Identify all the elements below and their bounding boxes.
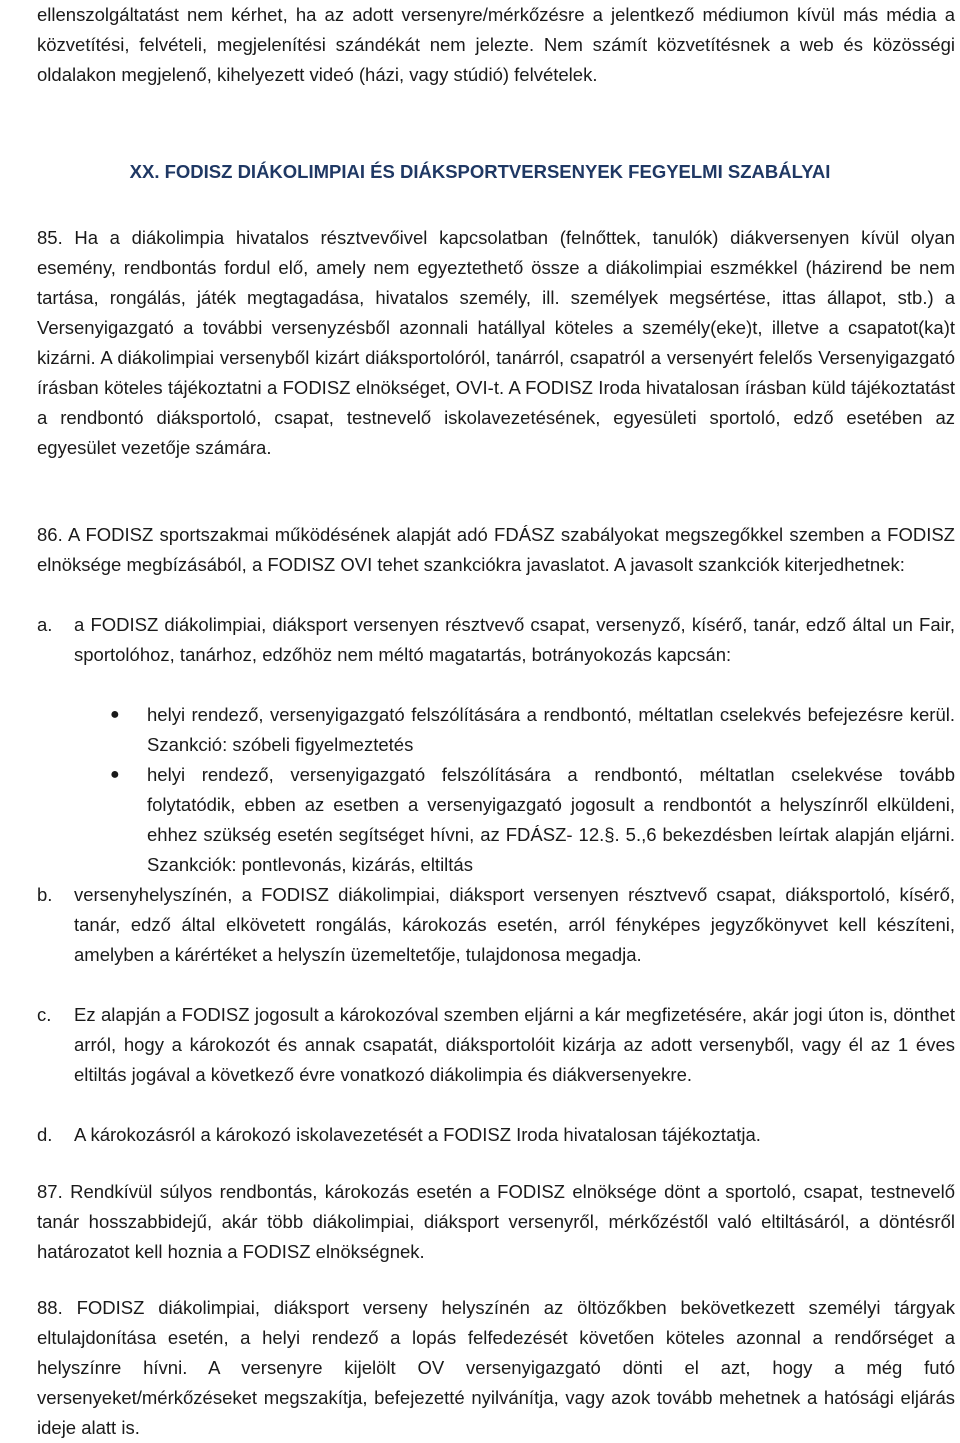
item-letter: a.	[37, 614, 53, 635]
paragraph-85	[37, 223, 955, 463]
item-text: Ez alapján a FODISZ jogosult a károkozóval szemben eljárni a kár megfizetésére, akár jogi úton is, dönthet arról, hogy a károkozót és annak csapatát, diáksportolóit kizárja az adott versenyből, vagy él az 1 éves eltiltás jogával a következő évre vonatkozó diákolimpia és diákversenyekre.	[74, 1004, 955, 1085]
paragraph-87	[37, 1177, 955, 1267]
item-text: A károkozásról a károkozó iskolavezetését a FODISZ Iroda hivatalosan tájékoztatja.	[74, 1124, 761, 1145]
list-item-a	[37, 610, 955, 670]
paragraph-number: 87.	[37, 1181, 63, 1202]
item-letter: b.	[37, 884, 53, 905]
intro-paragraph	[37, 0, 955, 90]
item-text: a FODISZ diákolimpiai, diáksport versenyen résztvevő csapat, versenyző, kísérő, tanár, edző által un Fair, sportolóhoz, tanárhoz, edzőhöz nem méltó magatartás, botrányokozás kapcsán:	[74, 614, 955, 665]
bullet-item	[110, 700, 955, 760]
paragraph-text: FODISZ diákolimpiai, diáksport verseny helyszínén az öltözőkben bekövetkezett személyi tárgyak eltulajdonítása esetén, a helyi rendező a lopás felfedezését követően köteles azonnal a rendőrséget a helyszínre hívni. A versenyre kijelölt OV versenyigazgató dönti el azt, hogy a még futó versenyeket/mérkőzéseket megszakítja, befejezetté nyilvánítja, vagy azok tovább mehetnek a hatósági eljárás ideje alatt is.	[37, 1297, 955, 1438]
bullet-text: helyi rendező, versenyigazgató felszólítására a rendbontó, méltatlan cselekvés befejezésre kerül. Szankció: szóbeli figyelmeztetés	[147, 704, 955, 755]
paragraph-number: 85.	[37, 227, 63, 248]
list-item-d	[37, 1120, 955, 1150]
paragraph-text: Ha a diákolimpia hivatalos résztvevőivel kapcsolatban (felnőttek, tanulók) diákversenyen kívül olyan esemény, rendbontás fordul elő, amely nem egyeztethető össze a diákolimpiai eszmékkel (házirend be nem tartása, rongálás, játék megtagadása, hivatalos személy, ill. személyek megsértése, ittas állapot, stb.) a Versenyigazgató a további versenyzésből azonnali hatállyal köteles a személy(eke)t, illetve a csapatot(ka)t kizárni. A diákolimpiai versenyből kizárt diáksportolóról, tanárról, csapatról a versenyért felelős Versenyigazgató írásban köteles tájékoztatni a FODISZ elnökséget, OVI-t. A FODISZ Iroda hivatalosan írásban küld tájékoztatást a rendbontó diáksportoló, csapat, testnevelő iskolavezetésének, egyesületi sportoló, edző esetében az egyesület vezetője számára.	[37, 227, 955, 458]
bullet-icon: ●	[110, 706, 120, 723]
paragraph-88	[37, 1293, 955, 1443]
item-letter: d.	[37, 1124, 53, 1145]
paragraph-number: 86.	[37, 524, 63, 545]
paragraph-text: A FODISZ sportszakmai működésének alapját adó FDÁSZ szabályokat megszegőkkel szemben a FODISZ elnöksége megbízásából, a FODISZ OVI tehet szankciókra javaslatot. A javasolt szankciók kiterjedhetnek:	[37, 524, 955, 575]
list-item-c	[37, 1000, 955, 1090]
bullet-icon: ●	[110, 766, 120, 783]
item-text: versenyhelyszínén, a FODISZ diákolimpiai, diáksport versenyen résztvevő csapat, diáksportoló, kísérő, tanár, edző által elkövetett rongálás, károkozás esetén, arról fényképes jegyzőkönyvet kell készíteni, amelyben a kárértéket a helyszín üzemeltetője, tulajdonosa megadja.	[74, 884, 955, 965]
bullet-text: helyi rendező, versenyigazgató felszólítására a rendbontó, méltatlan cselekvése tovább folytatódik, ebben az esetben a versenyigazgató jogosult a rendbontót a helyszínről elküldeni, ehhez szükség esetén segítséget hívni, az FDÁSZ- 12.§. 5.,6 bekezdésben leírtak alapján eljárni. Szankciók: pontlevonás, kizárás, eltiltás	[147, 764, 955, 875]
bullet-item	[110, 760, 955, 880]
intro-text: ellenszolgáltatást nem kérhet, ha az adott versenyre/mérkőzésre a jelentkező médiumon kívül más média a közvetítési, felvételi, megjelenítési szándékát nem jelezte. Nem számít közvetítésnek a web és közösségi oldalakon megjelenő, kihelyezett videó (házi, vagy stúdió) felvételek.	[37, 4, 955, 85]
paragraph-text: Rendkívül súlyos rendbontás, károkozás esetén a FODISZ elnöksége dönt a sportoló, csapat, testnevelő tanár hosszabbidejű, akár több diákolimpiai, diáksport versenyről, mérkőzéstől való eltiltásáról, a döntésről határozatot kell hoznia a FODISZ elnökségnek.	[37, 1181, 956, 1262]
paragraph-number: 88.	[37, 1297, 63, 1318]
section-title: XX. FODISZ DIÁKOLIMPIAI ÉS DIÁKSPORTVERSENYEK FEGYELMI SZABÁLYAI	[129, 161, 831, 182]
item-letter: c.	[37, 1004, 52, 1025]
list-item-b	[37, 880, 955, 970]
paragraph-86	[37, 520, 955, 580]
